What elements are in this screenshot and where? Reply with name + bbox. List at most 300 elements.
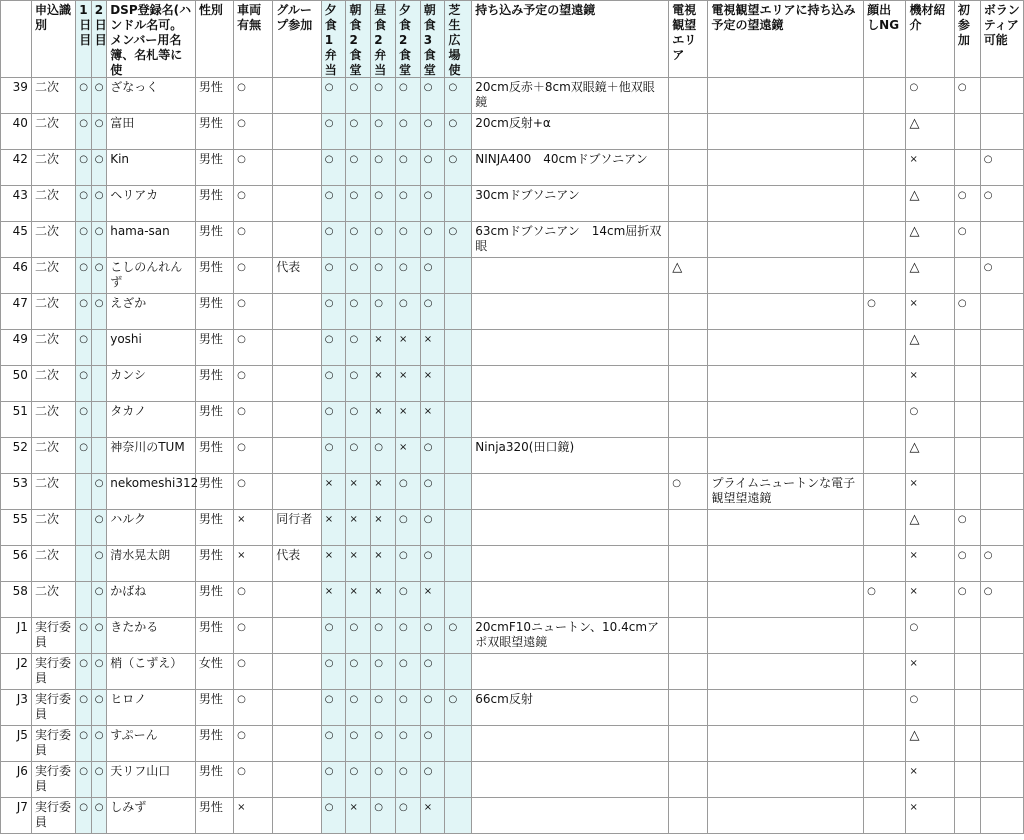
header-face-ng[interactable] — [864, 1, 906, 78]
cell-gender[interactable] — [195, 582, 233, 618]
cell-group[interactable] — [273, 510, 321, 546]
cell-breakfast3[interactable] — [420, 654, 445, 690]
cell-vehicle[interactable] — [234, 474, 273, 510]
cell-volunteer[interactable] — [980, 726, 1023, 762]
cell-ev-telescope[interactable] — [708, 330, 864, 366]
cell-equipment-intro[interactable] — [906, 438, 954, 474]
cell-day1[interactable] — [76, 78, 91, 114]
header-breakfast2[interactable] — [346, 1, 371, 78]
cell-group[interactable] — [273, 78, 321, 114]
cell-group[interactable] — [273, 618, 321, 654]
cell-volunteer[interactable] — [980, 330, 1023, 366]
cell-dsp-name[interactable] — [107, 510, 196, 546]
cell-first-time[interactable] — [954, 474, 980, 510]
cell-dinner1[interactable] — [321, 366, 346, 402]
cell-telescope[interactable] — [472, 150, 669, 186]
cell-breakfast3[interactable] — [420, 258, 445, 294]
cell-dinner2[interactable] — [395, 582, 420, 618]
cell-group[interactable] — [273, 150, 321, 186]
cell-breakfast2[interactable] — [346, 510, 371, 546]
cell-breakfast3[interactable] — [420, 366, 445, 402]
cell-dinner1[interactable] — [321, 258, 346, 294]
cell-day2[interactable] — [91, 726, 106, 762]
cell-day2[interactable] — [91, 474, 106, 510]
cell-dinner2[interactable] — [395, 438, 420, 474]
cell-group[interactable] — [273, 294, 321, 330]
cell-day2[interactable] — [91, 546, 106, 582]
cell-telescope[interactable] — [472, 294, 669, 330]
cell-row-number[interactable] — [1, 402, 32, 438]
cell-ev-telescope[interactable] — [708, 762, 864, 798]
cell-dinner2[interactable] — [395, 654, 420, 690]
cell-day1[interactable] — [76, 546, 91, 582]
cell-lawn[interactable] — [445, 546, 472, 582]
cell-vehicle[interactable] — [234, 618, 273, 654]
cell-lunch2[interactable] — [371, 510, 396, 546]
cell-group[interactable] — [273, 798, 321, 834]
cell-ev-area[interactable] — [669, 186, 708, 222]
cell-telescope[interactable] — [472, 582, 669, 618]
cell-vehicle[interactable] — [234, 78, 273, 114]
cell-lunch2[interactable] — [371, 402, 396, 438]
cell-gender[interactable] — [195, 438, 233, 474]
cell-dsp-name[interactable] — [107, 726, 196, 762]
cell-breakfast2[interactable] — [346, 726, 371, 762]
cell-group[interactable] — [273, 366, 321, 402]
cell-lunch2[interactable] — [371, 726, 396, 762]
cell-vehicle[interactable] — [234, 258, 273, 294]
cell-volunteer[interactable] — [980, 222, 1023, 258]
cell-volunteer[interactable] — [980, 582, 1023, 618]
cell-row-number[interactable] — [1, 690, 32, 726]
cell-dinner1[interactable] — [321, 294, 346, 330]
cell-lawn[interactable] — [445, 402, 472, 438]
cell-group[interactable] — [273, 258, 321, 294]
cell-dsp-name[interactable] — [107, 366, 196, 402]
cell-gender[interactable] — [195, 726, 233, 762]
cell-face-ng[interactable] — [864, 330, 906, 366]
cell-telescope[interactable] — [472, 402, 669, 438]
cell-ev-telescope[interactable] — [708, 546, 864, 582]
cell-lunch2[interactable] — [371, 366, 396, 402]
cell-lawn[interactable] — [445, 438, 472, 474]
cell-telescope[interactable] — [472, 114, 669, 150]
header-volunteer[interactable] — [980, 1, 1023, 78]
cell-lunch2[interactable] — [371, 654, 396, 690]
cell-row-number[interactable] — [1, 510, 32, 546]
cell-lawn[interactable] — [445, 114, 472, 150]
header-group[interactable] — [273, 1, 321, 78]
cell-telescope[interactable] — [472, 366, 669, 402]
cell-gender[interactable] — [195, 294, 233, 330]
cell-ev-telescope[interactable] — [708, 222, 864, 258]
cell-lunch2[interactable] — [371, 294, 396, 330]
cell-telescope[interactable] — [472, 258, 669, 294]
cell-ev-area[interactable] — [669, 114, 708, 150]
cell-face-ng[interactable] — [864, 186, 906, 222]
cell-first-time[interactable] — [954, 222, 980, 258]
cell-day2[interactable] — [91, 114, 106, 150]
cell-day2[interactable] — [91, 654, 106, 690]
cell-row-number[interactable] — [1, 186, 32, 222]
cell-dsp-name[interactable] — [107, 798, 196, 834]
header-telescope[interactable] — [472, 1, 669, 78]
cell-lawn[interactable] — [445, 762, 472, 798]
cell-vehicle[interactable] — [234, 690, 273, 726]
cell-day2[interactable] — [91, 582, 106, 618]
cell-application-type[interactable] — [31, 438, 75, 474]
cell-vehicle[interactable] — [234, 294, 273, 330]
cell-dinner2[interactable] — [395, 150, 420, 186]
cell-first-time[interactable] — [954, 186, 980, 222]
cell-lawn[interactable] — [445, 690, 472, 726]
header-day1[interactable] — [76, 1, 91, 78]
cell-dinner2[interactable] — [395, 474, 420, 510]
cell-dsp-name[interactable] — [107, 150, 196, 186]
cell-row-number[interactable] — [1, 366, 32, 402]
cell-application-type[interactable] — [31, 114, 75, 150]
cell-ev-area[interactable] — [669, 618, 708, 654]
cell-ev-area[interactable] — [669, 726, 708, 762]
cell-breakfast2[interactable] — [346, 258, 371, 294]
cell-telescope[interactable] — [472, 438, 669, 474]
cell-first-time[interactable] — [954, 78, 980, 114]
header-lawn[interactable] — [445, 1, 472, 78]
cell-dinner2[interactable] — [395, 546, 420, 582]
cell-day1[interactable] — [76, 798, 91, 834]
cell-breakfast2[interactable] — [346, 690, 371, 726]
cell-day2[interactable] — [91, 78, 106, 114]
cell-volunteer[interactable] — [980, 690, 1023, 726]
cell-face-ng[interactable] — [864, 762, 906, 798]
cell-lawn[interactable] — [445, 798, 472, 834]
cell-equipment-intro[interactable] — [906, 330, 954, 366]
cell-volunteer[interactable] — [980, 798, 1023, 834]
cell-dsp-name[interactable] — [107, 438, 196, 474]
cell-equipment-intro[interactable] — [906, 294, 954, 330]
cell-group[interactable] — [273, 222, 321, 258]
header-gender[interactable] — [195, 1, 233, 78]
cell-lunch2[interactable] — [371, 474, 396, 510]
cell-application-type[interactable] — [31, 582, 75, 618]
cell-dsp-name[interactable] — [107, 690, 196, 726]
cell-volunteer[interactable] — [980, 402, 1023, 438]
cell-volunteer[interactable] — [980, 366, 1023, 402]
cell-dsp-name[interactable] — [107, 78, 196, 114]
cell-face-ng[interactable] — [864, 510, 906, 546]
cell-ev-area[interactable] — [669, 690, 708, 726]
cell-equipment-intro[interactable] — [906, 582, 954, 618]
cell-day2[interactable] — [91, 690, 106, 726]
cell-face-ng[interactable] — [864, 474, 906, 510]
cell-ev-telescope[interactable] — [708, 798, 864, 834]
cell-dinner2[interactable] — [395, 186, 420, 222]
cell-lawn[interactable] — [445, 510, 472, 546]
cell-equipment-intro[interactable] — [906, 510, 954, 546]
cell-first-time[interactable] — [954, 726, 980, 762]
cell-telescope[interactable] — [472, 654, 669, 690]
cell-volunteer[interactable] — [980, 150, 1023, 186]
cell-lunch2[interactable] — [371, 330, 396, 366]
cell-equipment-intro[interactable] — [906, 618, 954, 654]
cell-breakfast3[interactable] — [420, 150, 445, 186]
cell-lunch2[interactable] — [371, 222, 396, 258]
cell-ev-telescope[interactable] — [708, 582, 864, 618]
cell-lawn[interactable] — [445, 222, 472, 258]
cell-ev-telescope[interactable] — [708, 114, 864, 150]
cell-equipment-intro[interactable] — [906, 726, 954, 762]
cell-breakfast2[interactable] — [346, 438, 371, 474]
cell-vehicle[interactable] — [234, 654, 273, 690]
cell-lawn[interactable] — [445, 474, 472, 510]
cell-application-type[interactable] — [31, 294, 75, 330]
cell-ev-area[interactable] — [669, 294, 708, 330]
cell-group[interactable] — [273, 114, 321, 150]
cell-gender[interactable] — [195, 474, 233, 510]
cell-dsp-name[interactable] — [107, 762, 196, 798]
cell-first-time[interactable] — [954, 294, 980, 330]
cell-telescope[interactable] — [472, 186, 669, 222]
cell-breakfast2[interactable] — [346, 222, 371, 258]
header-vehicle[interactable] — [234, 1, 273, 78]
cell-application-type[interactable] — [31, 78, 75, 114]
cell-dinner1[interactable] — [321, 402, 346, 438]
cell-row-number[interactable] — [1, 546, 32, 582]
cell-application-type[interactable] — [31, 474, 75, 510]
cell-dinner2[interactable] — [395, 618, 420, 654]
cell-row-number[interactable] — [1, 114, 32, 150]
cell-gender[interactable] — [195, 366, 233, 402]
cell-row-number[interactable] — [1, 294, 32, 330]
cell-ev-area[interactable] — [669, 798, 708, 834]
cell-lunch2[interactable] — [371, 114, 396, 150]
cell-gender[interactable] — [195, 762, 233, 798]
cell-face-ng[interactable] — [864, 582, 906, 618]
cell-dinner1[interactable] — [321, 762, 346, 798]
cell-dsp-name[interactable] — [107, 330, 196, 366]
cell-lawn[interactable] — [445, 294, 472, 330]
cell-gender[interactable] — [195, 186, 233, 222]
cell-breakfast2[interactable] — [346, 582, 371, 618]
cell-lunch2[interactable] — [371, 690, 396, 726]
cell-lawn[interactable] — [445, 78, 472, 114]
cell-day1[interactable] — [76, 582, 91, 618]
cell-dinner1[interactable] — [321, 438, 346, 474]
cell-face-ng[interactable] — [864, 798, 906, 834]
cell-dinner2[interactable] — [395, 78, 420, 114]
cell-breakfast3[interactable] — [420, 582, 445, 618]
cell-gender[interactable] — [195, 258, 233, 294]
cell-breakfast3[interactable] — [420, 114, 445, 150]
cell-day1[interactable] — [76, 402, 91, 438]
cell-equipment-intro[interactable] — [906, 474, 954, 510]
cell-vehicle[interactable] — [234, 186, 273, 222]
cell-day2[interactable] — [91, 402, 106, 438]
cell-group[interactable] — [273, 762, 321, 798]
cell-gender[interactable] — [195, 798, 233, 834]
cell-row-number[interactable] — [1, 258, 32, 294]
cell-breakfast3[interactable] — [420, 402, 445, 438]
cell-gender[interactable] — [195, 402, 233, 438]
cell-dsp-name[interactable] — [107, 222, 196, 258]
cell-dinner2[interactable] — [395, 798, 420, 834]
cell-application-type[interactable] — [31, 222, 75, 258]
cell-lawn[interactable] — [445, 186, 472, 222]
cell-face-ng[interactable] — [864, 222, 906, 258]
cell-group[interactable] — [273, 330, 321, 366]
cell-telescope[interactable] — [472, 474, 669, 510]
cell-telescope[interactable] — [472, 690, 669, 726]
cell-first-time[interactable] — [954, 150, 980, 186]
cell-dsp-name[interactable] — [107, 654, 196, 690]
cell-ev-telescope[interactable] — [708, 294, 864, 330]
cell-equipment-intro[interactable] — [906, 366, 954, 402]
cell-dsp-name[interactable] — [107, 474, 199, 510]
cell-day1[interactable] — [76, 690, 91, 726]
cell-application-type[interactable] — [31, 798, 75, 834]
cell-breakfast2[interactable] — [346, 618, 371, 654]
cell-ev-area[interactable] — [669, 762, 708, 798]
cell-gender[interactable] — [195, 222, 233, 258]
cell-ev-area[interactable] — [669, 330, 708, 366]
cell-equipment-intro[interactable] — [906, 150, 954, 186]
cell-row-number[interactable] — [1, 582, 32, 618]
cell-day2[interactable] — [91, 258, 106, 294]
cell-equipment-intro[interactable] — [906, 222, 954, 258]
cell-breakfast2[interactable] — [346, 654, 371, 690]
cell-breakfast3[interactable] — [420, 726, 445, 762]
cell-ev-telescope[interactable] — [708, 402, 864, 438]
cell-breakfast2[interactable] — [346, 546, 371, 582]
cell-vehicle[interactable] — [234, 330, 273, 366]
cell-first-time[interactable] — [954, 402, 980, 438]
cell-dsp-name[interactable] — [107, 114, 196, 150]
cell-ev-area[interactable] — [669, 546, 708, 582]
header-lunch2[interactable] — [371, 1, 396, 78]
cell-ev-telescope[interactable] — [708, 150, 864, 186]
cell-row-number[interactable] — [1, 474, 32, 510]
cell-first-time[interactable] — [954, 114, 980, 150]
cell-breakfast3[interactable] — [420, 690, 445, 726]
cell-lunch2[interactable] — [371, 150, 396, 186]
cell-breakfast2[interactable] — [346, 762, 371, 798]
cell-vehicle[interactable] — [234, 510, 273, 546]
cell-ev-area[interactable] — [669, 510, 708, 546]
cell-application-type[interactable] — [31, 402, 75, 438]
cell-volunteer[interactable] — [980, 510, 1023, 546]
cell-gender[interactable] — [195, 690, 233, 726]
cell-day1[interactable] — [76, 654, 91, 690]
cell-day1[interactable] — [76, 186, 91, 222]
cell-day2[interactable] — [91, 150, 106, 186]
cell-application-type[interactable] — [31, 366, 75, 402]
cell-lawn[interactable] — [445, 726, 472, 762]
cell-ev-telescope[interactable] — [708, 618, 864, 654]
cell-dinner2[interactable] — [395, 402, 420, 438]
cell-row-number[interactable] — [1, 330, 32, 366]
cell-ev-area[interactable] — [669, 402, 708, 438]
cell-equipment-intro[interactable] — [906, 114, 954, 150]
cell-equipment-intro[interactable] — [906, 78, 954, 114]
cell-lawn[interactable] — [445, 654, 472, 690]
cell-lunch2[interactable] — [371, 618, 396, 654]
cell-equipment-intro[interactable] — [906, 258, 954, 294]
cell-dsp-name[interactable] — [107, 582, 196, 618]
header-day2[interactable] — [91, 1, 106, 78]
cell-row-number[interactable] — [1, 726, 32, 762]
cell-dinner1[interactable] — [321, 582, 346, 618]
cell-telescope[interactable] — [472, 510, 669, 546]
cell-lunch2[interactable] — [371, 762, 396, 798]
cell-day1[interactable] — [76, 150, 91, 186]
cell-volunteer[interactable] — [980, 438, 1023, 474]
cell-day2[interactable] — [91, 330, 106, 366]
cell-row-number[interactable] — [1, 78, 32, 114]
cell-equipment-intro[interactable] — [906, 798, 954, 834]
cell-volunteer[interactable] — [980, 654, 1023, 690]
cell-ev-area[interactable] — [669, 654, 708, 690]
cell-dinner1[interactable] — [321, 222, 346, 258]
cell-breakfast3[interactable] — [420, 546, 445, 582]
cell-first-time[interactable] — [954, 258, 980, 294]
cell-telescope[interactable] — [472, 726, 669, 762]
cell-day1[interactable] — [76, 762, 91, 798]
cell-lawn[interactable] — [445, 618, 472, 654]
cell-lunch2[interactable] — [371, 78, 396, 114]
cell-volunteer[interactable] — [980, 186, 1023, 222]
cell-ev-telescope[interactable] — [708, 186, 864, 222]
header-ev-area[interactable] — [669, 1, 708, 78]
cell-lunch2[interactable] — [371, 258, 396, 294]
cell-group[interactable] — [273, 186, 321, 222]
cell-first-time[interactable] — [954, 546, 980, 582]
cell-dinner1[interactable] — [321, 798, 346, 834]
cell-breakfast3[interactable] — [420, 330, 445, 366]
cell-breakfast2[interactable] — [346, 330, 371, 366]
cell-day2[interactable] — [91, 222, 106, 258]
cell-breakfast2[interactable] — [346, 798, 371, 834]
cell-telescope[interactable] — [472, 546, 669, 582]
cell-face-ng[interactable] — [864, 258, 906, 294]
cell-dsp-name[interactable] — [107, 402, 196, 438]
cell-dinner2[interactable] — [395, 726, 420, 762]
cell-breakfast3[interactable] — [420, 78, 445, 114]
cell-telescope[interactable] — [472, 78, 669, 114]
cell-ev-telescope[interactable] — [708, 510, 864, 546]
cell-breakfast3[interactable] — [420, 618, 445, 654]
cell-group[interactable] — [273, 690, 321, 726]
cell-equipment-intro[interactable] — [906, 762, 954, 798]
cell-dinner1[interactable] — [321, 726, 346, 762]
cell-ev-telescope[interactable] — [708, 726, 864, 762]
cell-telescope[interactable] — [472, 618, 669, 654]
cell-vehicle[interactable] — [234, 402, 273, 438]
cell-application-type[interactable] — [31, 186, 75, 222]
cell-breakfast3[interactable] — [420, 438, 445, 474]
cell-first-time[interactable] — [954, 510, 980, 546]
cell-gender[interactable] — [195, 150, 233, 186]
cell-ev-area[interactable] — [669, 150, 708, 186]
cell-volunteer[interactable] — [980, 618, 1023, 654]
cell-dsp-name[interactable] — [107, 546, 196, 582]
header-row-number[interactable] — [1, 1, 32, 78]
cell-day1[interactable] — [76, 258, 91, 294]
cell-ev-telescope[interactable] — [708, 690, 864, 726]
cell-day2[interactable] — [91, 186, 106, 222]
cell-volunteer[interactable] — [980, 114, 1023, 150]
cell-vehicle[interactable] — [234, 438, 273, 474]
cell-ev-area[interactable] — [669, 474, 708, 510]
